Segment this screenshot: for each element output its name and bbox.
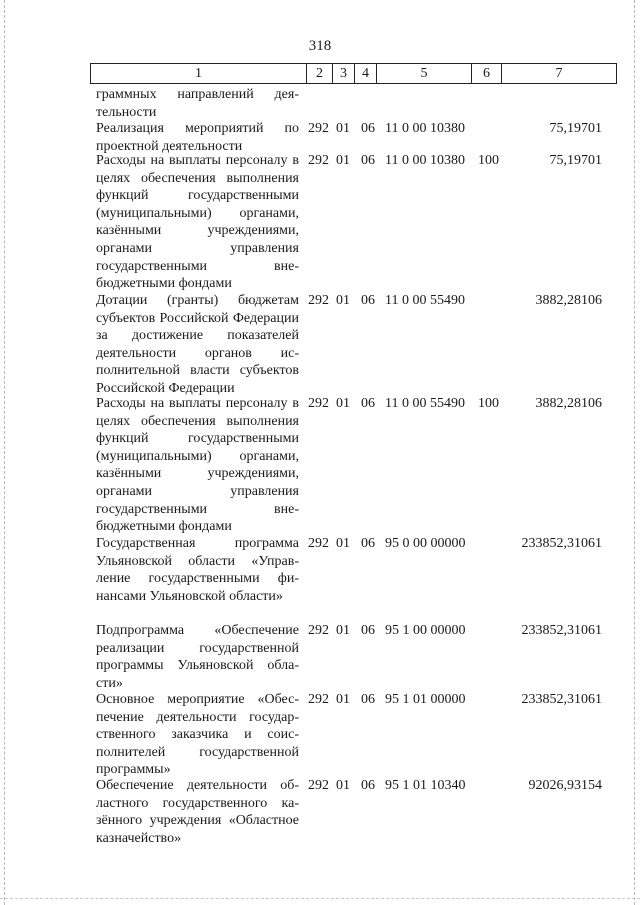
cell-c7: 92026,93154 xyxy=(528,778,602,793)
cell-c5: 95 0 00 00000 xyxy=(385,536,466,551)
row-name: Основное мероприятие «Обеспечение деятельности государственного заказчика и соисполнителей государственной программы» xyxy=(96,692,299,778)
cell-c4: 06 xyxy=(361,153,375,168)
row-name: Реализация мероприятий по проектной деятельности xyxy=(96,121,299,154)
cell-c5: 95 1 01 10340 xyxy=(385,778,466,793)
column-header-6: 6 xyxy=(472,64,502,84)
cell-c5: 11 0 00 10380 xyxy=(385,153,465,168)
cell-c4: 06 xyxy=(361,692,375,707)
cell-c2: 292 xyxy=(308,153,329,168)
column-header-3: 3 xyxy=(333,64,355,84)
cell-c7: 75,19701 xyxy=(549,153,602,168)
column-header-table xyxy=(90,63,617,84)
column-header-1: 1 xyxy=(91,64,307,84)
cell-c3: 01 xyxy=(336,778,350,793)
cell-c6: 100 xyxy=(478,153,499,168)
cell-c2: 292 xyxy=(308,692,329,707)
cell-c7: 233852,31061 xyxy=(521,536,602,551)
cell-c5: 11 0 00 10380 xyxy=(385,121,465,136)
cell-c5: 11 0 00 55490 xyxy=(385,396,465,411)
row-name: Обеспечение деятельности областного государственного казённого учреждения «Областное казначейство» xyxy=(96,778,299,846)
cell-c3: 01 xyxy=(336,692,350,707)
row-name: Расходы на выплаты персоналу в целях обеспечения выполнения функций государственными (муниципальными) органами, казёнными учреждениями, органами управления государственными внебюджетными фондами xyxy=(96,153,299,292)
cell-c5: 11 0 00 55490 xyxy=(385,293,465,308)
cell-c4: 06 xyxy=(361,623,375,638)
cell-c4: 06 xyxy=(361,396,375,411)
cell-c7: 233852,31061 xyxy=(521,623,602,638)
column-header-4: 4 xyxy=(355,64,377,84)
cell-c3: 01 xyxy=(336,153,350,168)
row-name: Государственная программа Ульяновской области «Управление государственными финансами Ульяновской области» xyxy=(96,536,299,604)
cell-c2: 292 xyxy=(308,536,329,551)
cell-c7: 75,19701 xyxy=(549,121,602,136)
cell-c3: 01 xyxy=(336,536,350,551)
row-name: граммных направлений деятельности xyxy=(96,87,299,120)
row-name: Дотации (гранты) бюджетам субъектов Российской Федерации за достижение показателей деятельности органов исполнительной власти субъектов Российской Федерации xyxy=(96,293,299,396)
bottom-margin-line xyxy=(0,898,640,899)
cell-c5: 95 1 01 00000 xyxy=(385,692,466,707)
cell-c7: 3882,28106 xyxy=(535,293,602,308)
row-name: Подпрограмма «Обеспечение реализации государственной программы Ульяновской области» xyxy=(96,623,299,691)
cell-c4: 06 xyxy=(361,121,375,136)
cell-c7: 233852,31061 xyxy=(521,692,602,707)
cell-c2: 292 xyxy=(308,396,329,411)
cell-c5: 95 1 00 00000 xyxy=(385,623,466,638)
cell-c4: 06 xyxy=(361,293,375,308)
left-margin-line xyxy=(4,0,5,905)
column-header-5: 5 xyxy=(377,64,472,84)
cell-c3: 01 xyxy=(336,121,350,136)
cell-c6: 100 xyxy=(478,396,499,411)
cell-c3: 01 xyxy=(336,396,350,411)
cell-c7: 3882,28106 xyxy=(535,396,602,411)
cell-c2: 292 xyxy=(308,293,329,308)
cell-c4: 06 xyxy=(361,778,375,793)
page-number: 318 xyxy=(308,38,332,54)
row-name: Расходы на выплаты персоналу в целях обеспечения выполнения функций государственными (муниципальными) органами, казёнными учреждениями, органами управления государственными внебюджетными фондами xyxy=(96,396,299,535)
cell-c2: 292 xyxy=(308,778,329,793)
column-header-2: 2 xyxy=(307,64,333,84)
cell-c3: 01 xyxy=(336,293,350,308)
cell-c2: 292 xyxy=(308,121,329,136)
cell-c3: 01 xyxy=(336,623,350,638)
right-margin-line xyxy=(634,0,635,905)
cell-c2: 292 xyxy=(308,623,329,638)
column-header-7: 7 xyxy=(502,64,617,84)
cell-c4: 06 xyxy=(361,536,375,551)
